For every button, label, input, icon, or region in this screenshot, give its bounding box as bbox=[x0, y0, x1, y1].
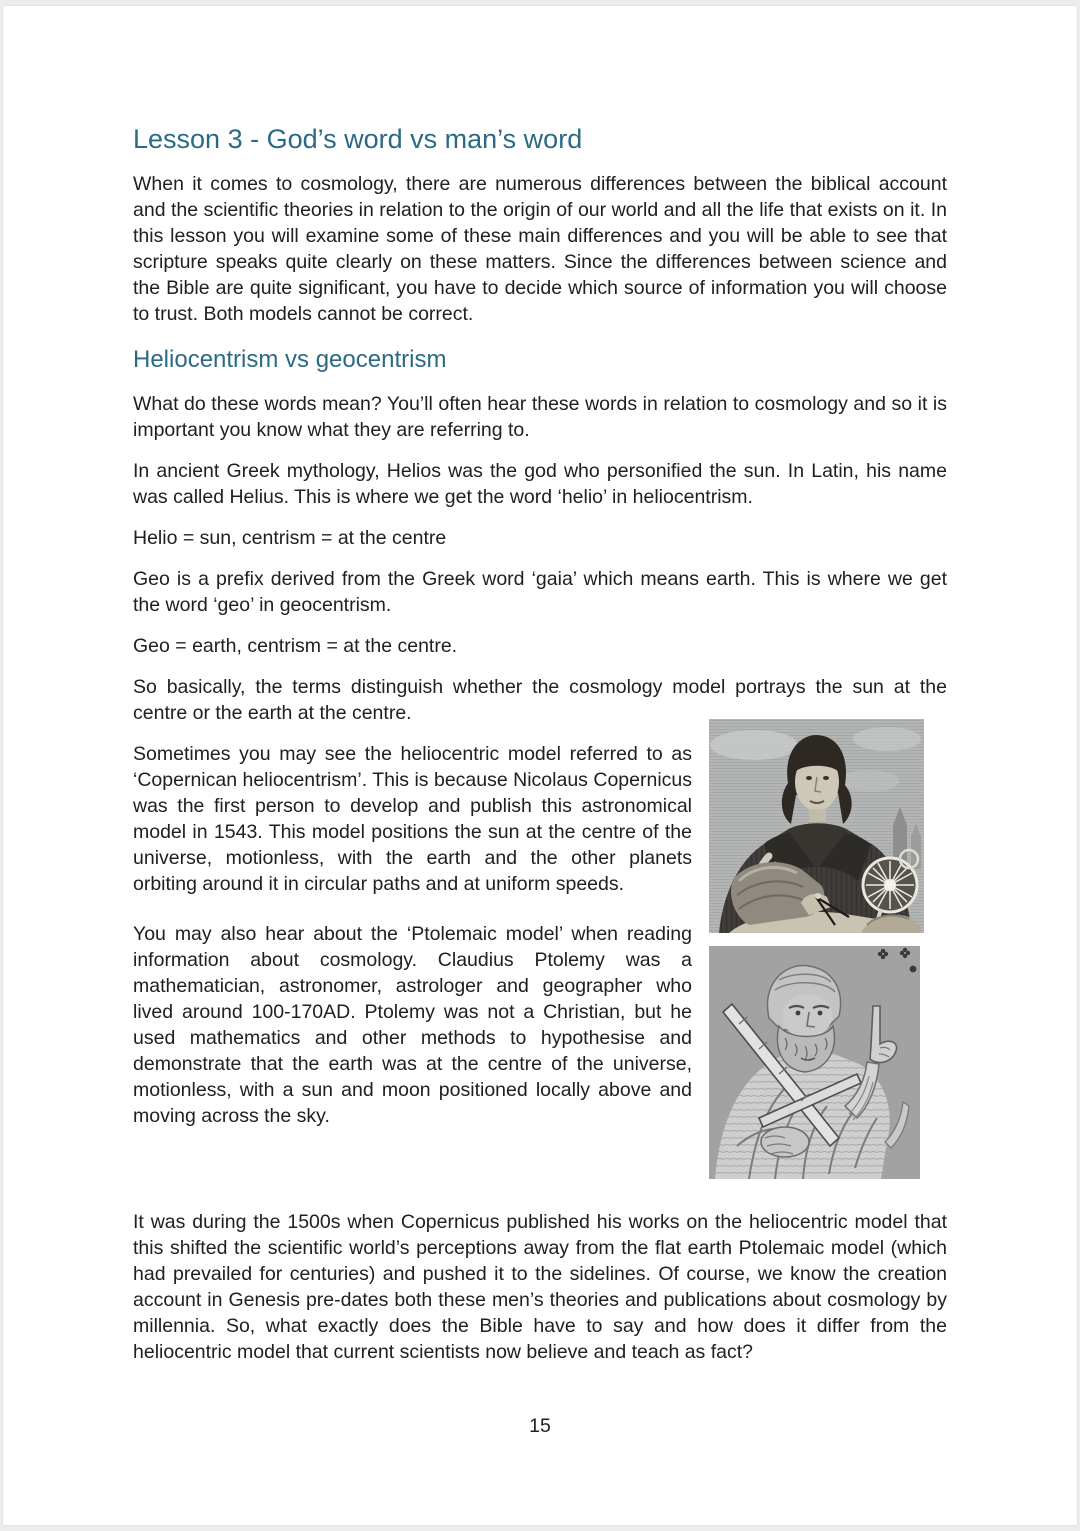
geo-definition-line: Geo = earth, centrism = at the centre. bbox=[133, 635, 458, 657]
conclusion-paragraph: It was during the 1500s when Copernicus published his works on the heliocentric model that this shifted the scientific world’s perceptions away from the flat earth Ptolemaic model (which had prevailed for centuries) and pushed it to the sidelines. Of course, we know the creation account in Genesis pre-dates both these men’s theories and publications about cosmology by millennia. So, what exactly does the Bible have to say and how does it differ from the heliocentric model that current scientists now believe and teach as fact? bbox=[133, 1211, 947, 1363]
page-content bbox=[3, 6, 1077, 1438]
copernicus-engraving-image bbox=[709, 719, 924, 933]
portrait-images-column bbox=[709, 719, 924, 1192]
ptolemy-portrait-icon bbox=[709, 946, 920, 1179]
geo-origin-paragraph: Geo is a prefix derived from the Greek word ‘gaia’ which means earth. This is where we get the word ‘geo’ in geocentrism. bbox=[133, 568, 947, 616]
intro-paragraph: When it comes to cosmology, there are numerous differences between the biblical account and the scientific theories in relation to the origin of our world and all the life that exists on it. In this lesson you will examine some of these main differences and you will be able to see that scripture speaks quite clearly on these matters. Since the differences between science and the Bible are quite significant, you have to decide which source of information you will choose to trust. Both models cannot be correct. bbox=[133, 173, 947, 325]
ptolemy-engraving-image bbox=[709, 946, 924, 1179]
page-number: 15 bbox=[529, 1415, 551, 1437]
section-heading: Heliocentrism vs geocentrism bbox=[133, 346, 447, 373]
terms-summary-paragraph: So basically, the terms distinguish whether the cosmology model portrays the sun at the centre or the earth at the centre. bbox=[133, 676, 947, 724]
document-page bbox=[3, 6, 1077, 1525]
ptolemy-paragraph: You may also hear about the ‘Ptolemaic model’ when reading information about cosmology. Claudius Ptolemy was a mathematician, astronomer, astrologer and geographer who lived around 100-170AD. Ptolemy was not a Christian, but he used mathematics and other methods to hypothesise and demonstrate that the earth was at the centre of the universe, motionless, with a sun and moon positioned locally above and moving across the sky. bbox=[133, 923, 692, 1127]
lesson-title: Lesson 3 - God’s word vs man’s word bbox=[133, 124, 583, 154]
helios-origin-paragraph: In ancient Greek mythology, Helios was the god who personified the sun. In Latin, his name was called Helius. This is where we get the word ‘helio’ in heliocentrism. bbox=[133, 460, 947, 508]
what-words-mean-paragraph: What do these words mean? You’ll often hear these words in relation to cosmology and so it is important you know what they are referring to. bbox=[133, 393, 947, 441]
copernicus-paragraph: Sometimes you may see the heliocentric model referred to as ‘Copernican heliocentrism’. This is because Nicolaus Copernicus was the first person to develop and publish this astronomical model in 1543. This model positions the sun at the centre of the universe, motionless, with the earth and the other planets orbiting around it in circular paths and at uniform speeds. bbox=[133, 743, 692, 895]
copernicus-portrait-icon bbox=[709, 719, 924, 933]
helio-definition-line: Helio = sun, centrism = at the centre bbox=[133, 527, 447, 549]
holding-hand-icon bbox=[761, 1127, 809, 1157]
